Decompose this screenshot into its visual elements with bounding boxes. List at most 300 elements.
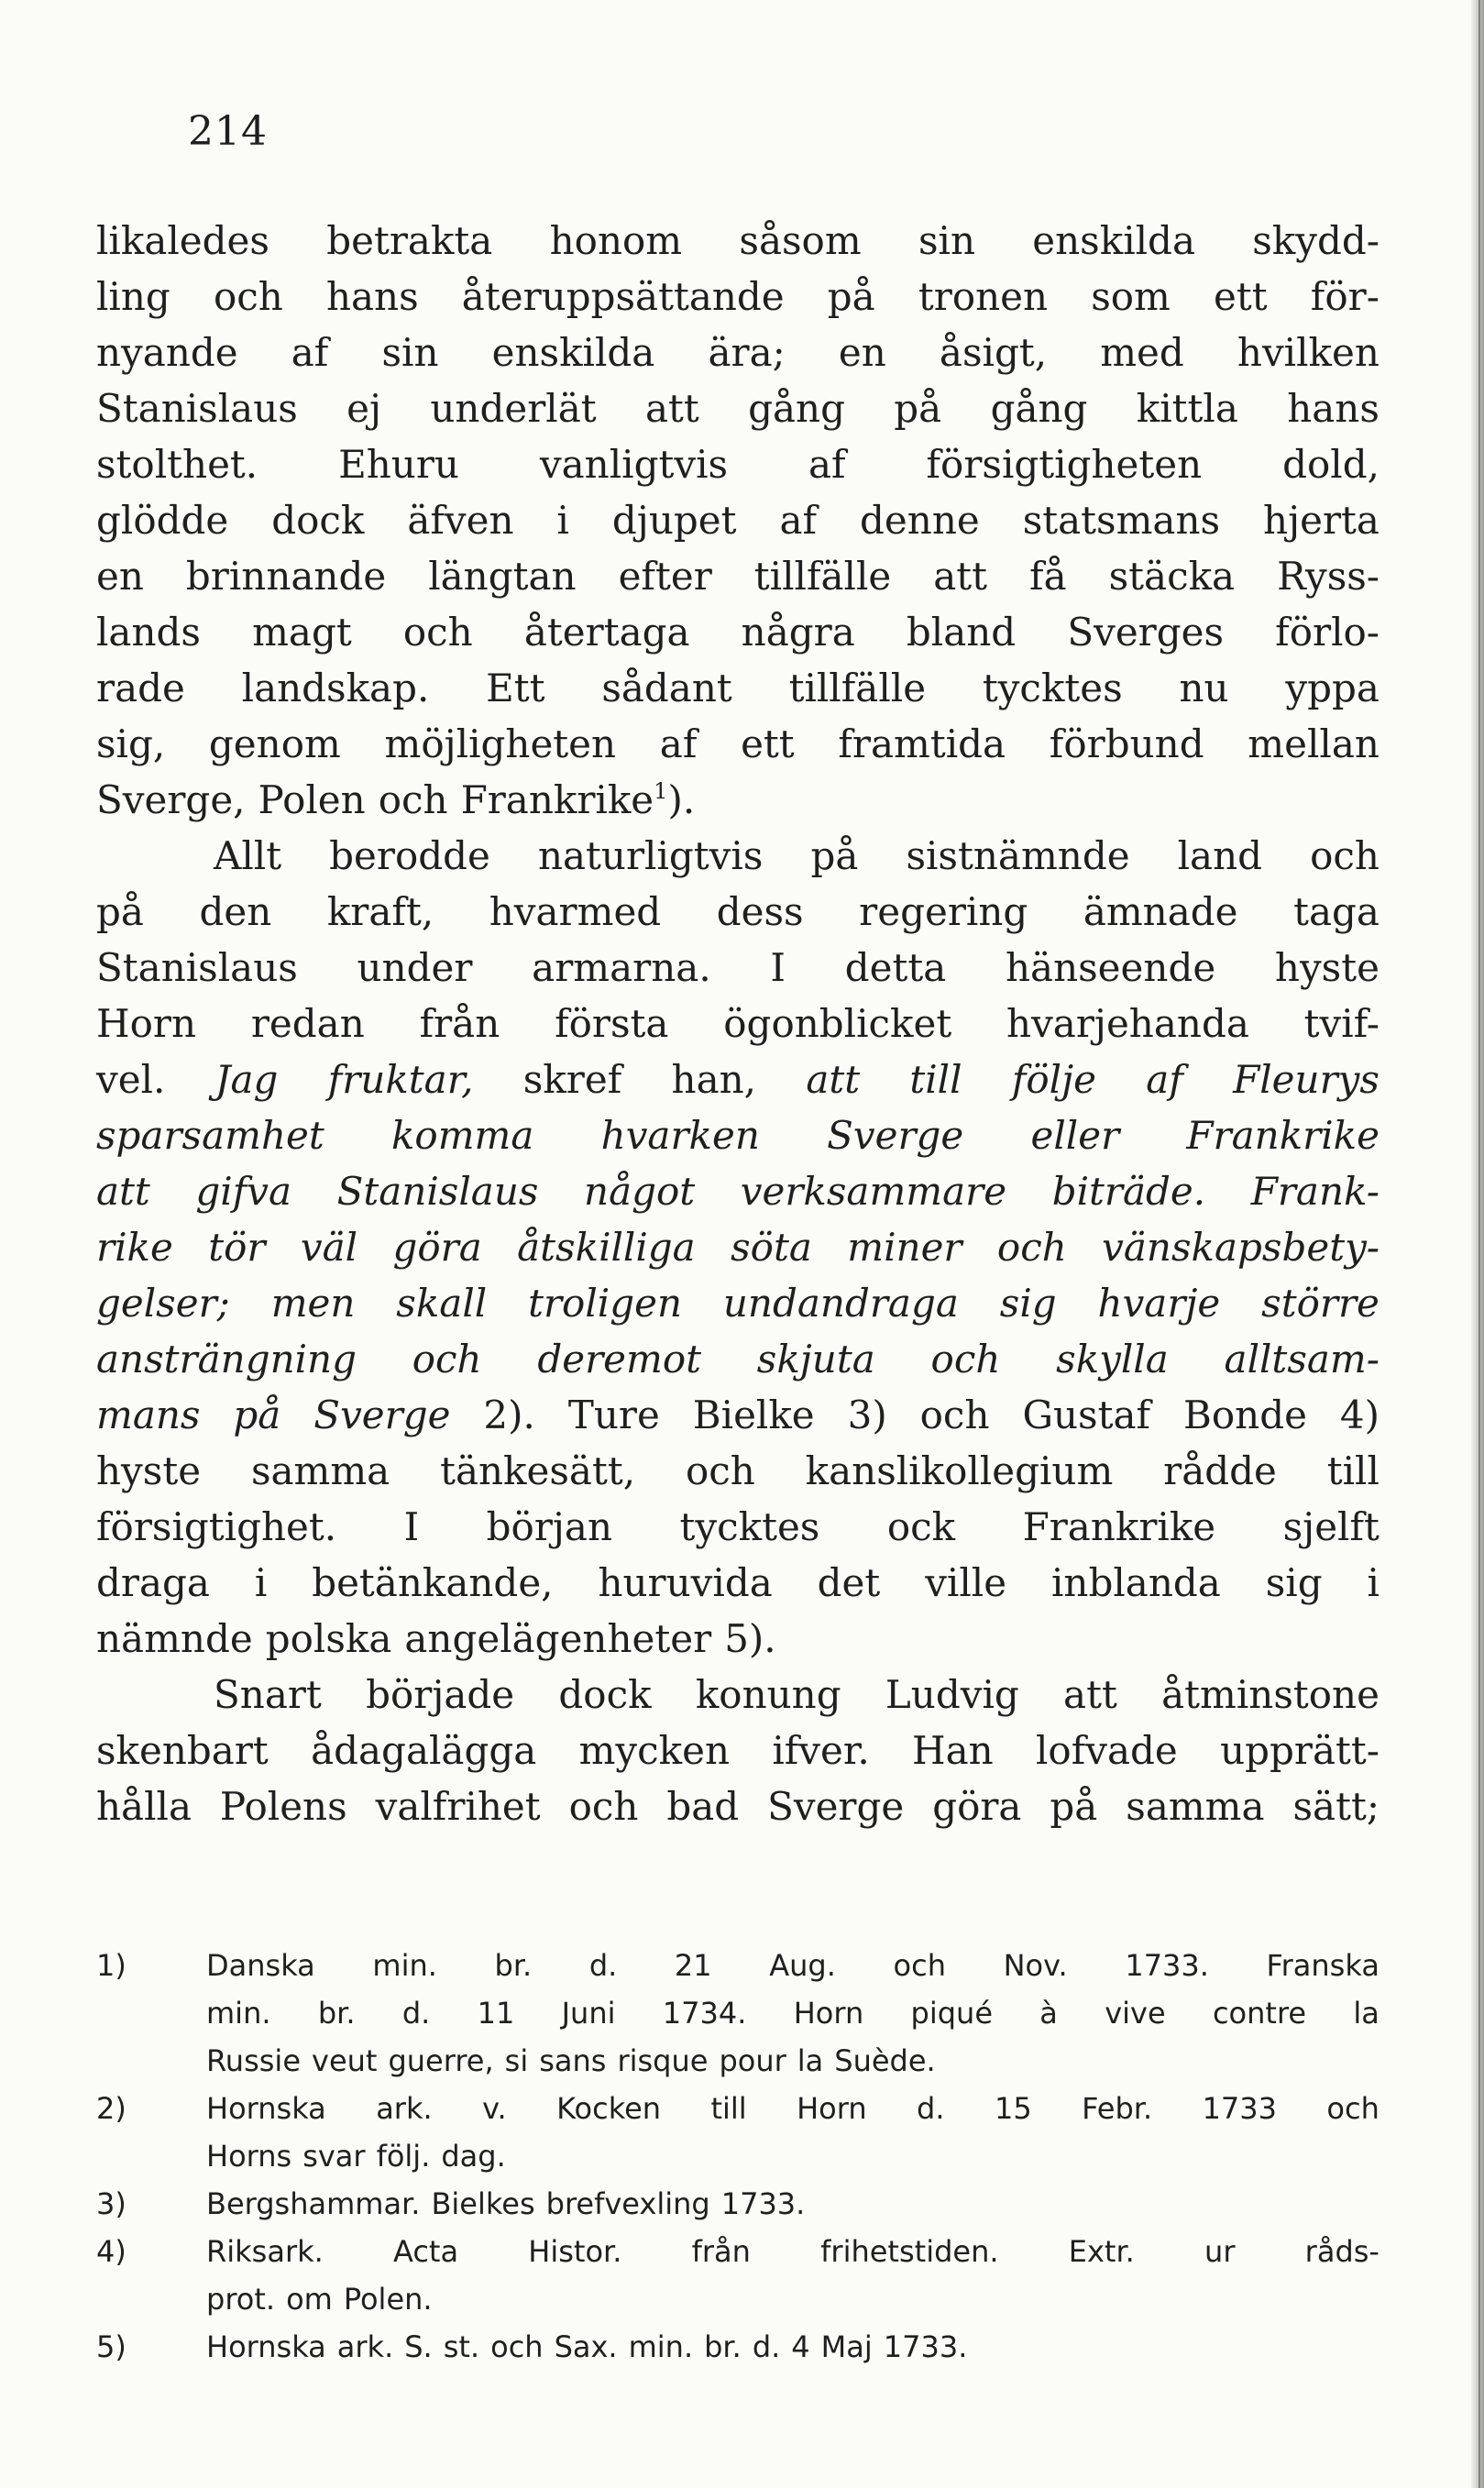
word: under — [357, 945, 473, 990]
word: han, — [671, 1057, 757, 1102]
word: Fleurys — [1233, 1057, 1380, 1102]
word: 11 — [477, 1996, 515, 2031]
word: br. — [704, 2329, 742, 2364]
body-line — [96, 604, 1380, 660]
word: guerre, — [388, 2043, 494, 2078]
word: upprätt- — [1220, 1728, 1380, 1773]
word: kraft, — [326, 889, 434, 934]
word: dold, — [1282, 442, 1380, 487]
word: frihetstiden. — [820, 2234, 999, 2269]
word: Suède. — [834, 2043, 936, 2078]
word: si — [504, 2043, 529, 2078]
word: 1733. — [1125, 1948, 1209, 1983]
word: Hornska — [206, 2329, 326, 2364]
body-line — [96, 1219, 1380, 1275]
word: och — [412, 1337, 482, 1382]
word: br. — [494, 1948, 533, 1983]
word: började — [366, 1672, 515, 1717]
word: Han — [911, 1728, 994, 1773]
footnote-line — [96, 1989, 1380, 2037]
word: eller — [1030, 1113, 1120, 1158]
word: pour — [719, 2043, 786, 2078]
word: à — [1039, 1996, 1058, 2031]
word: Bergshammar. — [206, 2186, 421, 2221]
word: och — [568, 1784, 639, 1829]
word: tronen — [918, 274, 1049, 319]
word: första — [555, 1001, 669, 1046]
word: tänkesätt, — [440, 1448, 636, 1493]
word: statsmans — [1022, 498, 1221, 543]
body-line — [96, 716, 1380, 772]
word: d. — [752, 2329, 781, 2364]
word: br. — [317, 1996, 356, 2031]
word: längtan — [428, 554, 577, 599]
word: sparsamhet — [96, 1113, 324, 1158]
word: ett — [1214, 274, 1268, 319]
word: 3) — [847, 1393, 887, 1437]
word: Ludvig — [885, 1672, 1019, 1717]
word: Frankrike — [1186, 1113, 1380, 1158]
word: hvarken — [600, 1113, 760, 1158]
word: möjligheten — [384, 721, 617, 766]
word: Sax. — [554, 2329, 618, 2364]
word: polska — [265, 1616, 392, 1661]
word: mellan — [1248, 721, 1380, 766]
word: landskap. — [241, 666, 430, 710]
body-line — [96, 1667, 1380, 1723]
body-line — [96, 884, 1380, 940]
word: konung — [695, 1672, 841, 1717]
word: efter — [618, 554, 712, 599]
word: återtaga — [523, 610, 690, 655]
word: att — [1063, 1672, 1117, 1717]
word: la — [1353, 1996, 1380, 2031]
word: och — [930, 1337, 1001, 1382]
word: gelser; — [96, 1281, 230, 1326]
word: af — [779, 498, 818, 543]
word: brefvexling — [545, 2186, 710, 2221]
footnote-number: 5) — [96, 2329, 126, 2364]
body-line — [96, 1107, 1380, 1163]
word: Sverge, — [96, 777, 246, 822]
body-line — [96, 492, 1380, 548]
word: min. — [628, 2329, 694, 2364]
word: yppa — [1285, 666, 1380, 710]
word: enskilda — [491, 330, 655, 375]
word: Ett — [486, 666, 545, 710]
word: skall — [396, 1281, 488, 1326]
word: v. — [482, 2091, 507, 2126]
word: skref — [522, 1057, 622, 1102]
word: hänseende — [1005, 945, 1216, 990]
word: Histor. — [528, 2234, 622, 2269]
word: ifver. — [772, 1728, 870, 1773]
word: försigtigheten — [926, 442, 1203, 487]
word: sans — [539, 2043, 607, 2078]
word: på — [233, 1393, 281, 1437]
word: Extr. — [1068, 2234, 1135, 2269]
word: åsigt, — [939, 330, 1048, 375]
word: dock — [271, 498, 365, 543]
word: valfrihet — [375, 1784, 541, 1829]
word: Sverge — [767, 1784, 905, 1829]
word: vanligtvis — [539, 442, 729, 487]
body-text — [96, 213, 1380, 1834]
word: samma — [1126, 1784, 1265, 1829]
footnote-ref: 1 — [654, 778, 668, 804]
word: ur — [1204, 2234, 1236, 2269]
word: hans — [325, 274, 419, 319]
word: Riksark. — [206, 2234, 324, 2269]
footnote-line — [96, 2180, 1380, 2228]
word: 5). — [724, 1616, 776, 1661]
word: skjuta — [756, 1337, 875, 1382]
word: för- — [1310, 274, 1380, 319]
word: verksammare — [740, 1169, 1007, 1214]
word: biträde. — [1051, 1169, 1206, 1214]
word: Franska — [1266, 1948, 1380, 1983]
footnote-text — [206, 1989, 1380, 2037]
word: tör — [208, 1225, 266, 1270]
word: och — [213, 274, 283, 319]
word: den — [199, 889, 272, 934]
body-line — [96, 548, 1380, 604]
word: Bielke — [692, 1393, 815, 1437]
word: vive — [1105, 1996, 1166, 2031]
word: Snart — [214, 1672, 322, 1717]
word: af — [291, 330, 329, 375]
word: hvarje — [1097, 1281, 1221, 1326]
word: förbund — [1049, 721, 1204, 766]
word: Polen — [258, 777, 366, 822]
word: lands — [96, 610, 201, 655]
word: armarna. — [532, 945, 711, 990]
body-line — [96, 1499, 1380, 1555]
body-line — [96, 1611, 1380, 1667]
word: draga — [96, 1560, 210, 1605]
word: skylla — [1056, 1337, 1169, 1382]
word: tillfälle — [753, 554, 892, 599]
word: rådde — [1163, 1448, 1277, 1493]
word: förlo- — [1275, 610, 1380, 655]
word: till — [909, 1057, 962, 1102]
word: dess — [716, 889, 804, 934]
word: följe — [1011, 1057, 1096, 1102]
word: betrakta — [326, 218, 493, 263]
word: miner — [847, 1225, 962, 1270]
word: ämnade — [1083, 889, 1238, 934]
word: underlät — [430, 386, 597, 431]
word: Sverges — [1067, 610, 1225, 655]
body-line — [96, 772, 1380, 828]
word: Stanislaus — [336, 1169, 539, 1214]
word: och — [893, 1948, 946, 1983]
word: naturligtvis — [537, 833, 764, 878]
body-line — [96, 1723, 1380, 1778]
word: glödde — [96, 498, 229, 543]
word: Juni — [561, 1996, 616, 2031]
word: Stanislaus — [96, 945, 298, 990]
footnotes — [96, 1942, 1380, 2371]
word: ville — [925, 1560, 1007, 1605]
footnote-text — [206, 2180, 1380, 2228]
word: Jag — [214, 1057, 279, 1102]
word: ära; — [708, 330, 786, 375]
body-line — [96, 996, 1380, 1051]
word: I — [770, 945, 786, 990]
word: väl — [300, 1225, 358, 1270]
word: stäcka — [1108, 554, 1236, 599]
page-edge-shadow — [1471, 0, 1484, 2488]
word: med — [1100, 330, 1184, 375]
word: och — [490, 2329, 544, 2364]
body-line — [96, 213, 1380, 269]
word: gång — [748, 386, 845, 431]
word: hans — [1287, 386, 1380, 431]
word: ark. — [336, 2329, 394, 2364]
word: sätt; — [1292, 1784, 1380, 1829]
body-line — [96, 1387, 1380, 1443]
word: min. — [206, 1996, 271, 2031]
word: Horns — [206, 2139, 292, 2174]
body-line — [96, 380, 1380, 436]
body-line — [96, 436, 1380, 492]
word: följ. — [376, 2139, 431, 2174]
word: hjerta — [1263, 498, 1380, 543]
body-line — [96, 940, 1380, 996]
word: sistnämnde — [906, 833, 1130, 878]
word: 4 — [791, 2329, 810, 2364]
word: sig, — [96, 721, 166, 766]
word: denne — [860, 498, 980, 543]
word: Stanislaus — [96, 386, 298, 431]
word: skenbart — [96, 1728, 269, 1773]
word: Maj — [820, 2329, 873, 2364]
body-line — [96, 1051, 1380, 1107]
word: Gustaf — [1022, 1393, 1151, 1437]
word: stolthet. — [96, 442, 258, 487]
word: hvilken — [1237, 330, 1380, 375]
word: djupet — [611, 498, 737, 543]
word: det — [817, 1560, 881, 1605]
word: Aug. — [769, 1948, 836, 1983]
word: nu — [1179, 666, 1229, 710]
word: lofvade — [1036, 1728, 1178, 1773]
body-line — [96, 1778, 1380, 1834]
word: d. — [401, 1996, 431, 2031]
word: gifva — [195, 1169, 292, 1214]
word: Frank- — [1250, 1169, 1380, 1214]
body-line — [96, 1555, 1380, 1611]
word: Frankrike — [1022, 1504, 1216, 1549]
word: några — [741, 610, 855, 655]
footnote-line — [96, 2275, 1380, 2323]
word: kanslikollegium — [805, 1448, 1114, 1493]
word: risque — [617, 2043, 709, 2078]
word: inblanda — [1050, 1560, 1221, 1605]
word: dock — [558, 1672, 652, 1717]
word: en — [838, 330, 886, 375]
word: tycktes — [679, 1504, 820, 1549]
word: på — [810, 833, 859, 878]
word: detta — [844, 945, 947, 990]
word: hyste — [96, 1448, 202, 1493]
word: att — [96, 1169, 150, 1214]
footnote-line — [96, 2085, 1380, 2132]
word: på — [96, 889, 144, 934]
word: sin — [381, 330, 439, 375]
word: troligen — [528, 1281, 682, 1326]
word: i — [556, 498, 569, 543]
word: samma — [250, 1448, 390, 1493]
word: ock — [886, 1504, 956, 1549]
word: Frankrike$^1$). — [460, 777, 696, 822]
word: 21 — [674, 1948, 712, 1983]
body-line — [96, 660, 1380, 716]
word: på — [894, 386, 942, 431]
word: Bonde — [1183, 1393, 1307, 1437]
word: min. — [372, 1948, 437, 1983]
footnote-text — [206, 2132, 1380, 2180]
word: rike — [96, 1225, 173, 1270]
word: land — [1177, 833, 1263, 878]
word: Febr. — [1082, 2091, 1153, 2126]
word: taga — [1293, 889, 1380, 934]
word: Polen. — [343, 2282, 433, 2317]
word: I — [403, 1504, 420, 1549]
word: och — [378, 777, 448, 822]
body-line — [96, 1331, 1380, 1387]
page-number: 214 — [188, 108, 268, 155]
word: i — [254, 1560, 268, 1605]
word: och — [1326, 2091, 1380, 2126]
word: från — [419, 1001, 500, 1046]
word: betänkande, — [312, 1560, 554, 1605]
word: ansträngning — [96, 1337, 357, 1382]
word: och — [919, 1393, 990, 1437]
word: tillfälle — [788, 666, 927, 710]
word: början — [486, 1504, 613, 1549]
word: 2). — [483, 1393, 535, 1437]
word: och — [1310, 833, 1380, 878]
word: sin — [918, 218, 975, 263]
footnote-number: 1) — [96, 1948, 126, 1983]
word: piqué — [910, 1996, 993, 2031]
word: ett — [741, 721, 795, 766]
footnote-text — [206, 2323, 1380, 2371]
word: magt — [252, 610, 352, 655]
word: framtida — [838, 721, 1006, 766]
word: af — [808, 442, 846, 487]
word: 4) — [1339, 1393, 1380, 1437]
word: nämnde — [96, 1616, 253, 1661]
word: ling — [96, 274, 170, 319]
word: hålla — [96, 1784, 192, 1829]
footnote-line — [96, 2323, 1380, 2371]
word: försigtighet. — [96, 1504, 337, 1549]
word: prot. — [206, 2282, 276, 2317]
word: en — [96, 554, 144, 599]
word: tvif- — [1303, 1001, 1380, 1046]
word: sjelft — [1282, 1504, 1380, 1549]
word: la — [797, 2043, 824, 2078]
word: Acta — [393, 2234, 459, 2269]
word: ark. — [376, 2091, 433, 2126]
word: 1734. — [662, 1996, 747, 2031]
word: men — [270, 1281, 356, 1326]
word: honom — [549, 218, 683, 263]
word: bland — [906, 610, 1017, 655]
word: söta — [731, 1225, 812, 1270]
word: hvarjehanda — [1006, 1001, 1249, 1046]
word: Danska — [206, 1948, 315, 1983]
word: från — [691, 2234, 751, 2269]
footnote-text — [206, 2037, 1380, 2085]
word: ej — [346, 386, 382, 431]
word: 1733 — [1202, 2091, 1277, 2126]
word: hvarmed — [489, 889, 662, 934]
footnote-text — [206, 2228, 1380, 2275]
footnote-text — [206, 1942, 1380, 1989]
footnote-number: 2) — [96, 2091, 126, 2126]
word: att — [806, 1057, 861, 1102]
word: på — [1050, 1784, 1098, 1829]
footnote-number: 3) — [96, 2186, 126, 2221]
word: d. — [588, 1948, 618, 1983]
body-line — [96, 1443, 1380, 1499]
word: Sverge — [313, 1393, 451, 1437]
word: Hornska — [206, 2091, 326, 2126]
word: af — [1146, 1057, 1183, 1102]
word: mans — [96, 1393, 201, 1437]
word: nyande — [96, 330, 238, 375]
word: råds- — [1304, 2234, 1380, 2269]
word: Ehuru — [338, 442, 459, 487]
footnote-line — [96, 2037, 1380, 2085]
word: komma — [390, 1113, 534, 1158]
word: större — [1261, 1281, 1380, 1326]
word: och — [996, 1225, 1067, 1270]
word: 1733. — [883, 2329, 968, 2364]
word: brinnande — [185, 554, 387, 599]
word: Ryss- — [1277, 554, 1380, 599]
word: till — [1326, 1448, 1380, 1493]
word: huruvida — [598, 1560, 773, 1605]
word: ögonblicket — [723, 1001, 952, 1046]
word: enskilda — [1032, 218, 1195, 263]
word: S. — [404, 2329, 433, 2364]
word: att — [933, 554, 988, 599]
word: undandraga — [722, 1281, 959, 1326]
word: gång — [990, 386, 1088, 431]
word: alltsam- — [1224, 1337, 1380, 1382]
footnote-line — [96, 2132, 1380, 2180]
word: redan — [250, 1001, 365, 1046]
word: 15 — [994, 2091, 1032, 2126]
word: Ture — [567, 1393, 660, 1437]
footnote-line — [96, 2228, 1380, 2275]
body-line — [96, 828, 1380, 884]
word: tycktes — [982, 666, 1123, 710]
word: contre — [1212, 1996, 1307, 2031]
word: dag. — [441, 2139, 506, 2174]
word: ådagalägga — [311, 1728, 537, 1773]
footnote-text — [206, 2085, 1380, 2132]
word: Bielkes — [431, 2186, 535, 2221]
word: få — [1029, 554, 1067, 599]
word: af — [659, 721, 698, 766]
word: vänskapsbety- — [1102, 1225, 1380, 1270]
